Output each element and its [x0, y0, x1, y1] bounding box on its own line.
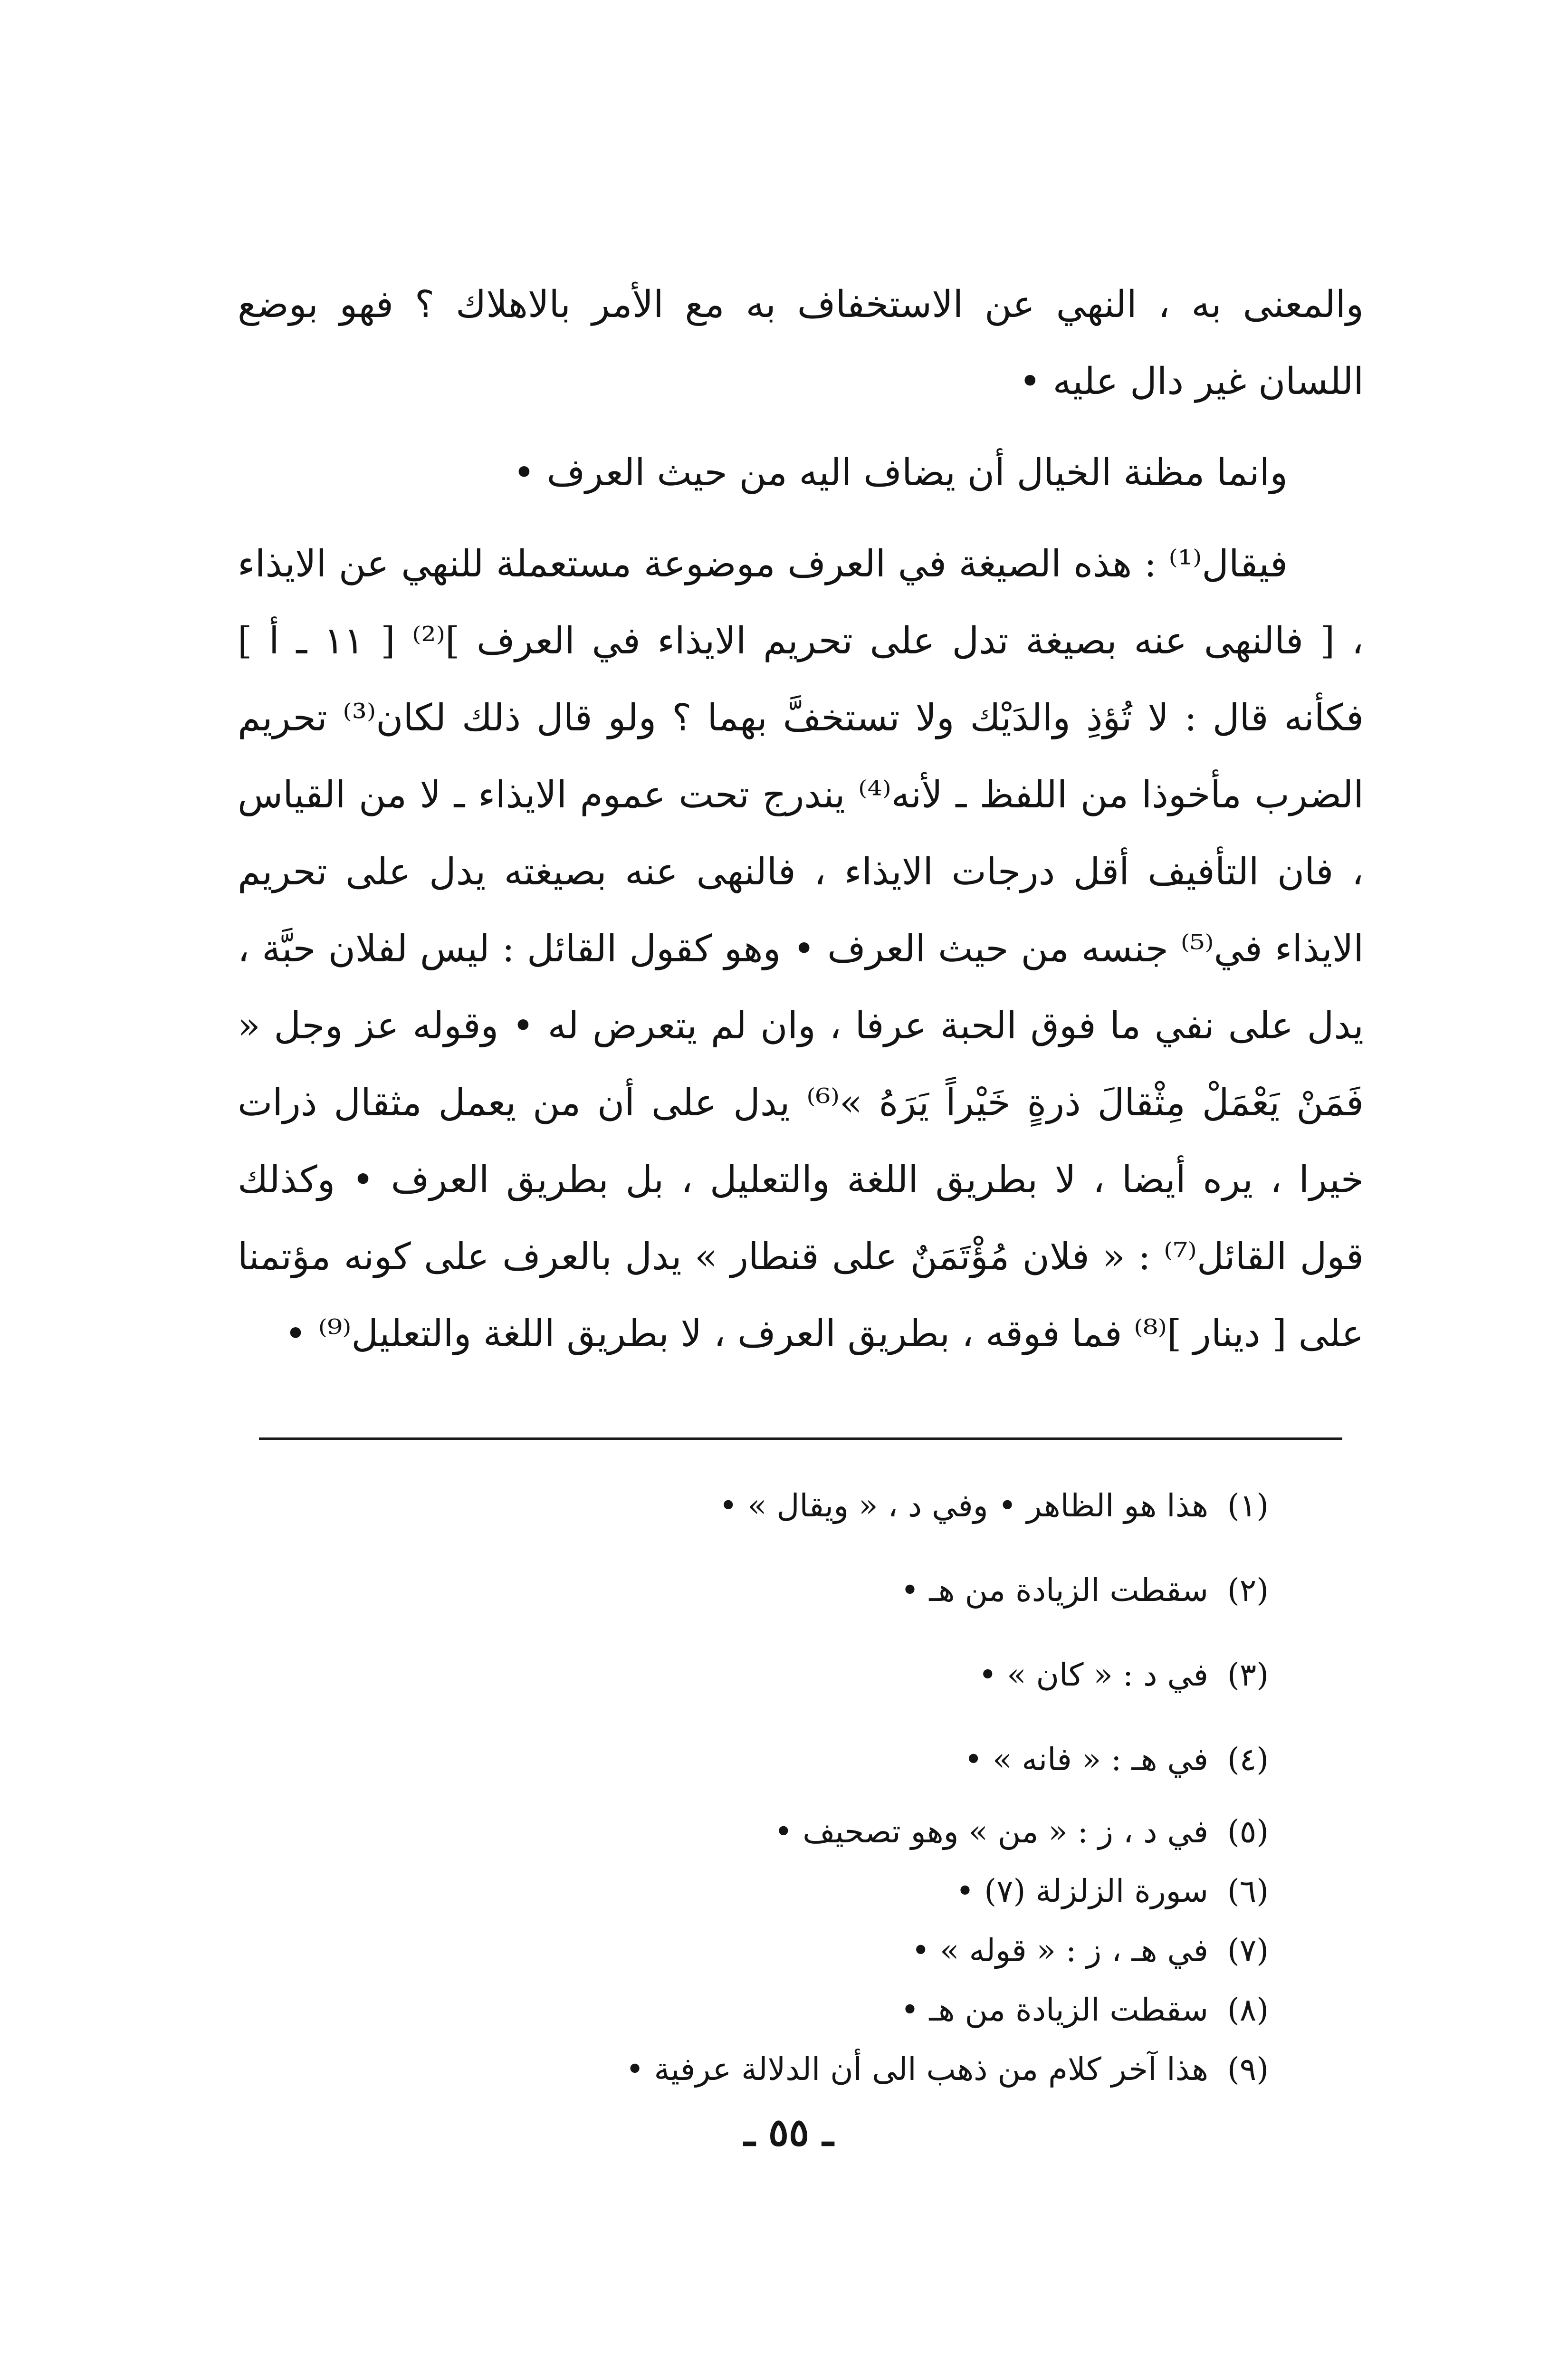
footnote-text: سورة الزلزلة (٧) •	[956, 1873, 1209, 1909]
paragraph-2: وانما مظنة الخيال أن يضاف اليه من حيث العرف •	[513, 451, 1288, 494]
footnote-number: (٨)	[1227, 1992, 1269, 2028]
main-text	[238, 266, 1364, 1372]
paragraph-1: والمعنى به ، النهي عن الاستخفاف به مع الأمر بالاهلاك ؟ فهو بوضع اللسان غير دال عليه •	[238, 283, 1364, 403]
page-number: ـ ٥٥ ـ	[744, 2110, 834, 2155]
footnote-number: (٢)	[1227, 1572, 1269, 1609]
footnote-7	[428, 1921, 1269, 1980]
footnotes	[428, 1464, 1269, 2099]
footnote-text: سقطت الزيادة من هـ •	[900, 1572, 1209, 1609]
footnote-number: (٩)	[1227, 2051, 1269, 2088]
footnote-text: هذا آخر كلام من ذهب الى أن الدلالة عرفية •	[625, 2051, 1209, 2088]
footnote-2	[428, 1548, 1269, 1633]
footnote-9	[428, 2040, 1269, 2099]
footnote-number: (٧)	[1227, 1932, 1269, 1969]
footnote-number: (٤)	[1227, 1741, 1269, 1778]
footnote-text: في د ، ز : « من » وهو تصحيف •	[774, 1813, 1209, 1850]
footnote-number: (١)	[1227, 1487, 1269, 1524]
footnote-text: في د : « كان » •	[978, 1657, 1209, 1693]
footnote-4	[428, 1717, 1269, 1802]
footnote-text: هذا هو الظاهر • وفي د ، « ويقال » •	[719, 1487, 1209, 1524]
footnote-number: (٦)	[1227, 1873, 1269, 1909]
footnote-text: سقطت الزيادة من هـ •	[900, 1992, 1209, 2028]
footnote-divider	[259, 1437, 1342, 1440]
footnote-text: في هـ ، ز : « قوله » •	[911, 1932, 1209, 1969]
footnote-6	[428, 1861, 1269, 1921]
footnote-3	[428, 1633, 1269, 1717]
footnote-text: في هـ : « فانه » •	[964, 1741, 1209, 1778]
footnote-number: (٣)	[1227, 1657, 1269, 1693]
paragraph-3: فيقال⁽¹⁾ : هذه الصيغة في العرف موضوعة مستعملة للنهي عن الايذاء ، [ فالنهى عنه بصيغة تدل على تحريم الايذاء في العرف ]⁽²⁾ [ ١١ ـ أ ] فكأنه قال : لا تُؤذِ والدَيْك ولا تستخفَّ بهما ؟ ولو قال ذلك لكان⁽³⁾ تحريم الضرب مأخوذا من اللفظ ـ لأنه⁽⁴⁾ يندرج تحت عموم الايذاء ـ لا من القياس ، فان التأفيف أقل درجات الايذاء ، فالنهى عنه بصيغته يدل على تحريم الايذاء في⁽⁵⁾ جنسه من حيث العرف • وهو كقول القائل : ليس لفلان حبَّة ، يدل على نفي ما فوق الحبة عرفا ، وان لم يتعرض له • وقوله عز وجل « فَمَنْ يَعْمَلْ مِثْقالَ ذرةٍ خَيْراً يَرَهُ »⁽⁶⁾ يدل على أن من يعمل مثقال ذرات خيرا ، يره أيضا ، لا بطريق اللغة والتعليل ، بل بطريق العرف • وكذلك قول القائل⁽⁷⁾ : « فلان مُؤْتَمَنٌ على قنطار » يدل بالعرف على كونه مؤتمنا على [ دينار ]⁽⁸⁾ فما فوقه ، بطريق العرف ، لا بطريق اللغة والتعليل⁽⁹⁾ •	[238, 543, 1364, 1355]
footnote-8	[428, 1980, 1269, 2040]
footnote-number: (٥)	[1227, 1813, 1269, 1850]
footnote-1	[428, 1464, 1269, 1548]
footnote-5	[428, 1802, 1269, 1861]
